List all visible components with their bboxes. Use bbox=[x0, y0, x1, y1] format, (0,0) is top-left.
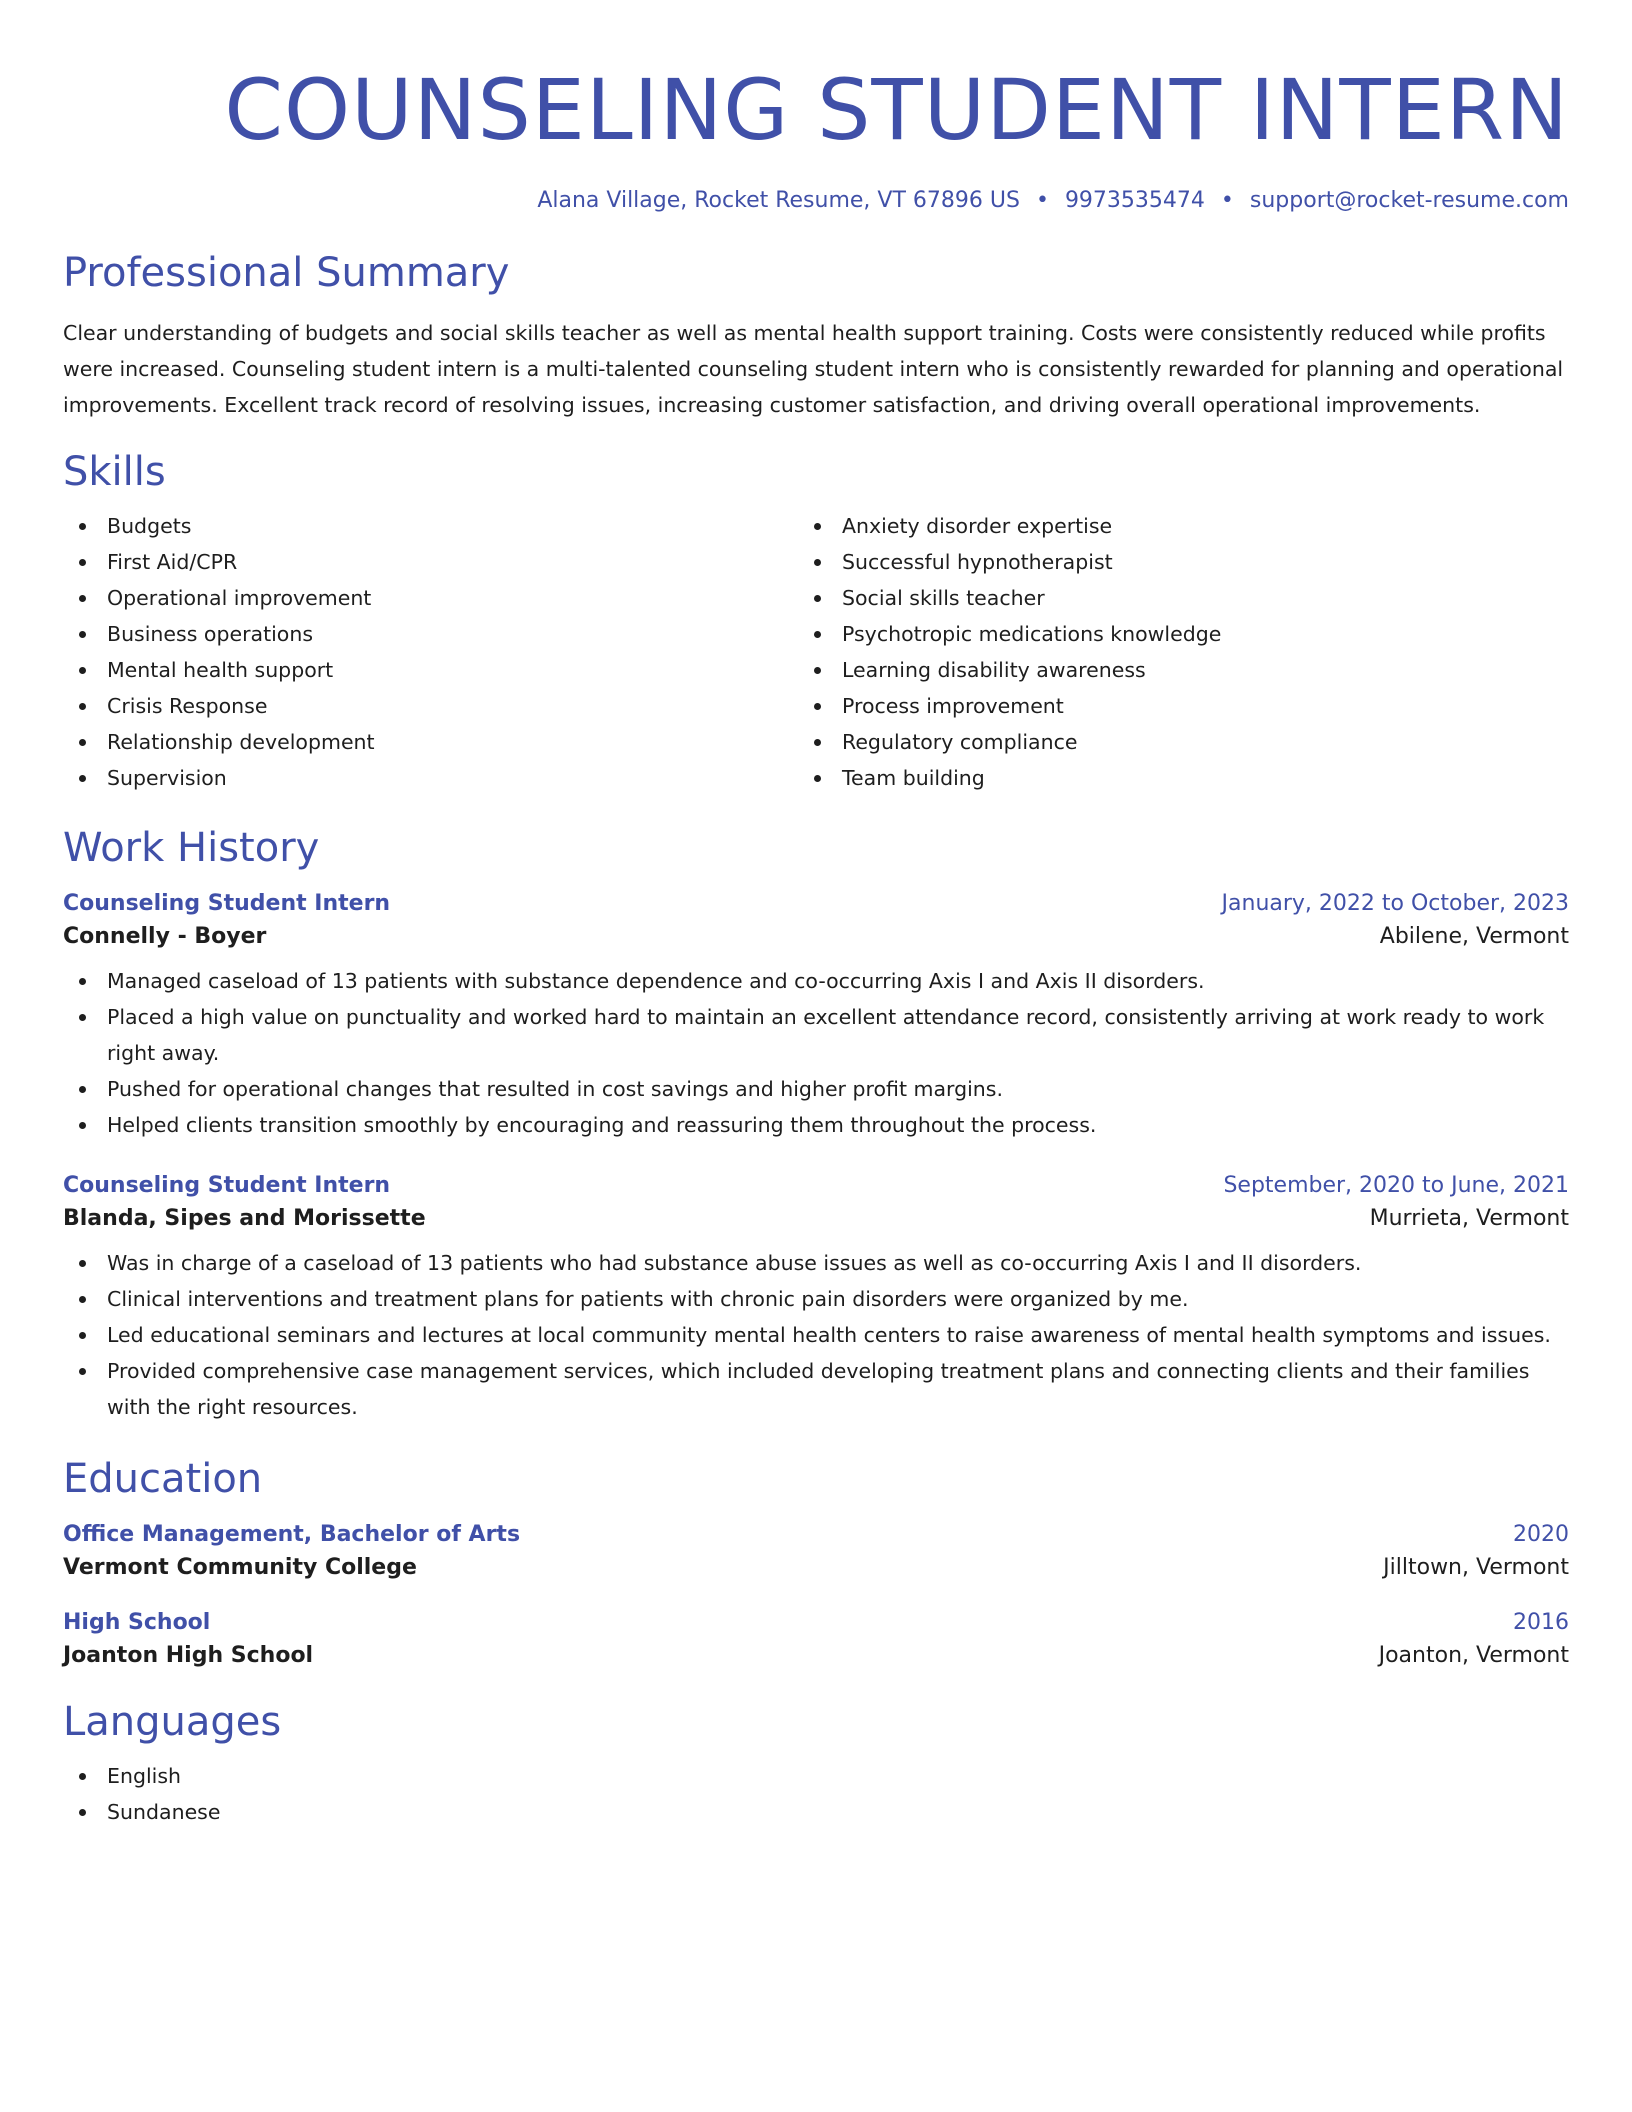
skill-item: First Aid/CPR bbox=[63, 544, 798, 580]
job-title: Counseling Student Intern bbox=[63, 891, 391, 916]
language-item: Sundanese bbox=[63, 1794, 1569, 1830]
education-school: Vermont Community College bbox=[63, 1555, 417, 1580]
skills-grid bbox=[63, 508, 1569, 796]
skill-item: Business operations bbox=[63, 616, 798, 652]
skill-item: Successful hypnotherapist bbox=[798, 544, 1533, 580]
job-dates: January, 2022 to October, 2023 bbox=[1221, 891, 1569, 916]
skill-item: Team building bbox=[798, 760, 1533, 796]
section-title-languages: Languages bbox=[63, 1699, 282, 1745]
skills-section bbox=[63, 449, 1569, 796]
skill-item: Social skills teacher bbox=[798, 580, 1533, 616]
education-degree: Office Management, Bachelor of Arts bbox=[63, 1522, 521, 1547]
job-bullet: Placed a high value on punctuality and worked hard to maintain an excellent attendance record, consistently arriving at work ready to work right away. bbox=[63, 999, 1569, 1071]
skill-item: Psychotropic medications knowledge bbox=[798, 616, 1533, 652]
job-bullet: Provided comprehensive case management services, which included developing treatment plans and connecting clients and their families with the right resources. bbox=[63, 1353, 1569, 1425]
education-location: Joanton, Vermont bbox=[1378, 1643, 1569, 1668]
job-bullet: Led educational seminars and lectures at local community mental health centers to raise awareness of mental health symptoms and issues. bbox=[63, 1317, 1569, 1353]
skill-item: Mental health support bbox=[63, 652, 798, 688]
summary-section bbox=[63, 250, 1569, 423]
section-title-work: Work History bbox=[63, 825, 320, 871]
work-section bbox=[63, 825, 1569, 1425]
job-bullets bbox=[63, 963, 1569, 1143]
job-bullet: Was in charge of a caseload of 13 patients who had substance abuse issues as well as co-occurring Axis I and II disorders. bbox=[63, 1245, 1569, 1281]
contact-separator: • bbox=[1220, 188, 1234, 213]
job-dates: September, 2020 to June, 2021 bbox=[1223, 1173, 1569, 1198]
skill-item: Process improvement bbox=[798, 688, 1533, 724]
contact-address: Alana Village, Rocket Resume, VT 67896 US bbox=[537, 188, 1020, 213]
education-subheader bbox=[63, 1555, 1569, 1580]
job-company: Connelly - Boyer bbox=[63, 924, 267, 949]
section-title-skills: Skills bbox=[63, 449, 166, 495]
languages-list bbox=[63, 1758, 1569, 1830]
education-degree: High School bbox=[63, 1610, 211, 1635]
skills-list-left bbox=[63, 508, 798, 796]
job-entry bbox=[63, 891, 1569, 1143]
contact-phone: 9973535474 bbox=[1064, 188, 1205, 213]
job-bullet: Clinical interventions and treatment plans for patients with chronic pain disorders were organized by me. bbox=[63, 1281, 1569, 1317]
job-subheader bbox=[63, 924, 1569, 949]
job-location: Murrieta, Vermont bbox=[1369, 1206, 1569, 1231]
education-entry bbox=[63, 1522, 1569, 1580]
skill-item: Anxiety disorder expertise bbox=[798, 508, 1533, 544]
job-header bbox=[63, 1173, 1569, 1198]
job-bullet: Pushed for operational changes that resulted in cost savings and higher profit margins. bbox=[63, 1071, 1569, 1107]
education-section bbox=[63, 1456, 1569, 1668]
contact-email: support@rocket-resume.com bbox=[1249, 188, 1569, 213]
summary-text: Clear understanding of budgets and social skills teacher as well as mental health support training. Costs were consistently reduced while profits were increased. Counseling student intern is a multi-talented counseling student intern who is consistently rewarded for planning and operational improvements. Excellent track record of resolving issues, increasing customer satisfaction, and driving overall operational improvements. bbox=[63, 321, 1564, 417]
contact-separator: • bbox=[1035, 188, 1049, 213]
skill-item: Budgets bbox=[63, 508, 798, 544]
job-entry bbox=[63, 1173, 1569, 1425]
resume-name: COUNSELING STUDENT INTERN bbox=[224, 61, 1569, 159]
languages-section bbox=[63, 1699, 1569, 1830]
section-title-education: Education bbox=[63, 1456, 263, 1502]
skill-item: Regulatory compliance bbox=[798, 724, 1533, 760]
skill-item: Relationship development bbox=[63, 724, 798, 760]
section-title-summary: Professional Summary bbox=[63, 250, 510, 296]
job-bullets bbox=[63, 1245, 1569, 1425]
skill-item: Operational improvement bbox=[63, 580, 798, 616]
job-bullet: Managed caseload of 13 patients with substance dependence and co-occurring Axis I and Axis II disorders. bbox=[63, 963, 1569, 999]
language-item: English bbox=[63, 1758, 1569, 1794]
education-school: Joanton High School bbox=[63, 1643, 314, 1668]
skill-item: Learning disability awareness bbox=[798, 652, 1533, 688]
skills-list-right bbox=[798, 508, 1533, 796]
job-location: Abilene, Vermont bbox=[1379, 924, 1569, 949]
education-year: 2020 bbox=[1513, 1522, 1569, 1547]
skill-item: Crisis Response bbox=[63, 688, 798, 724]
contact-line bbox=[63, 190, 1569, 212]
education-header bbox=[63, 1610, 1569, 1635]
education-subheader bbox=[63, 1643, 1569, 1668]
job-title: Counseling Student Intern bbox=[63, 1173, 391, 1198]
job-subheader bbox=[63, 1206, 1569, 1231]
job-header bbox=[63, 891, 1569, 916]
job-company: Blanda, Sipes and Morissette bbox=[63, 1206, 426, 1231]
education-year: 2016 bbox=[1513, 1610, 1569, 1635]
education-location: Jilltown, Vermont bbox=[1383, 1555, 1569, 1580]
skill-item: Supervision bbox=[63, 760, 798, 796]
education-header bbox=[63, 1522, 1569, 1547]
job-bullet: Helped clients transition smoothly by encouraging and reassuring them throughout the process. bbox=[63, 1107, 1569, 1143]
education-entry bbox=[63, 1610, 1569, 1668]
